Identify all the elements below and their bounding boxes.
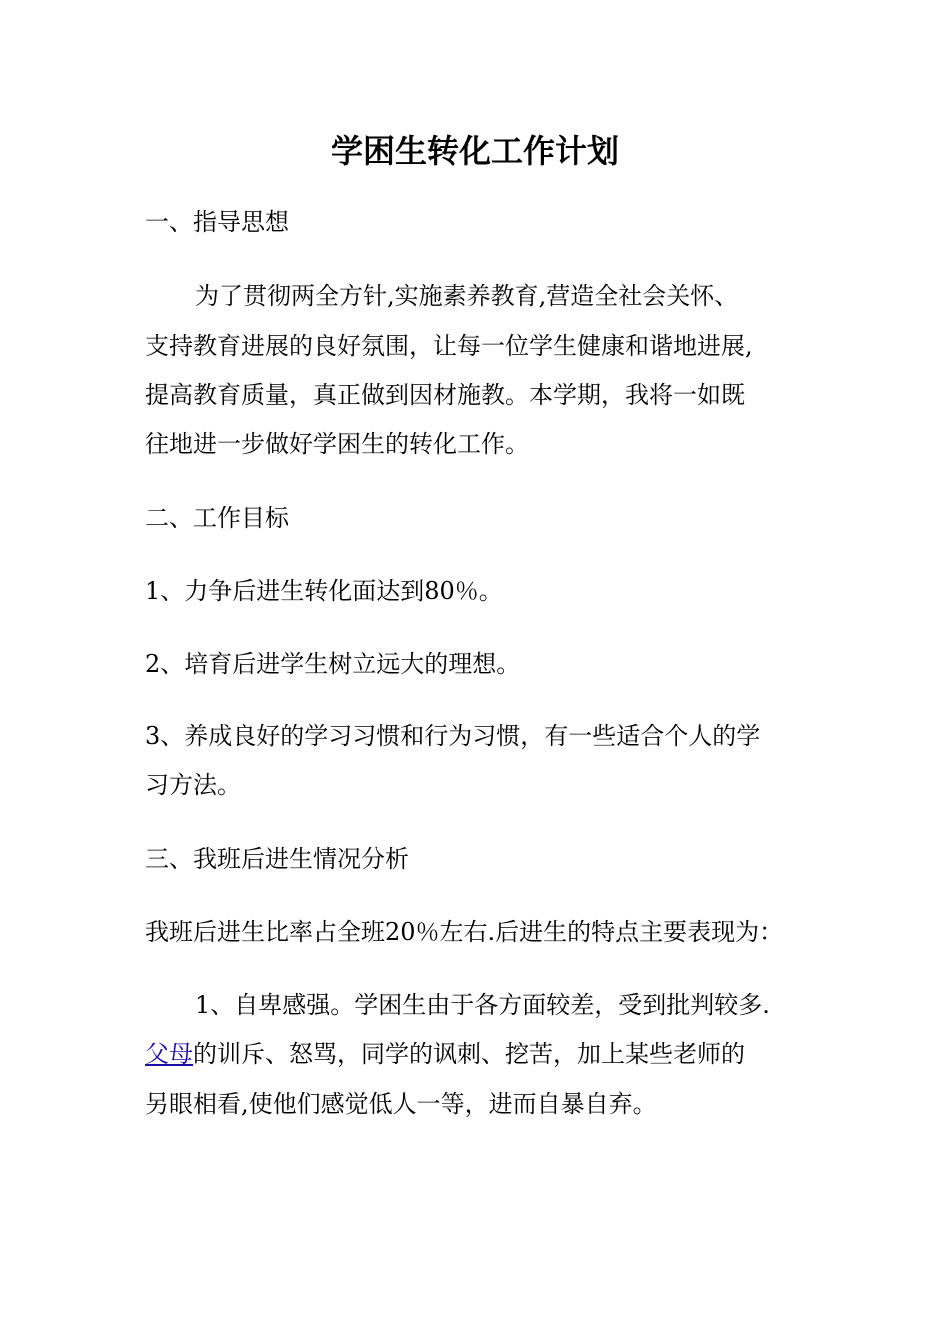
goal-item-2: 2、培育后进学生树立远大的理想。: [145, 650, 521, 678]
section-3-heading: 三、我班后进生情况分析: [145, 845, 409, 873]
goal-item-3-continued: 习方法。: [145, 771, 241, 799]
parents-link[interactable]: 父母: [145, 1040, 193, 1068]
analysis-point-1-line-3: 另眼相看,使他们感觉低人一等，进而自暴自弃。: [145, 1090, 657, 1118]
analysis-point-1-line-2: [145, 1038, 745, 1070]
analysis-point-1-line-2-text: 的训斥、怒骂，同学的讽刺、挖苦，加上某些老师的: [193, 1040, 745, 1068]
goal-item-1: 1、力争后进生转化面达到80％。: [145, 577, 503, 605]
section-3-intro: 我班后进生比率占全班20％左右.后进生的特点主要表现为：: [145, 918, 784, 946]
section-1-paragraph-line: 提高教育质量，真正做到因材施教。本学期，我将一如既: [145, 381, 745, 409]
section-2-heading: 二、工作目标: [145, 504, 289, 532]
goal-item-3: 3、养成良好的学习习惯和行为习惯，有一些适合个人的学: [145, 722, 761, 750]
analysis-point-1: 1、自卑感强。学困生由于各方面较差，受到批判较多.: [195, 991, 770, 1019]
section-1-paragraph-line: 往地进一步做好学困生的转化工作。: [145, 430, 529, 458]
section-1-heading: 一、指导思想: [145, 208, 289, 236]
document-title: 学困生转化工作计划: [330, 132, 619, 170]
section-1-paragraph-line: 支持教育进展的良好氛围，让每一位学生健康和谐地进展,: [145, 332, 753, 360]
section-1-paragraph-line: 为了贯彻两全方针,实施素养教育,营造全社会关怀、: [195, 282, 739, 310]
